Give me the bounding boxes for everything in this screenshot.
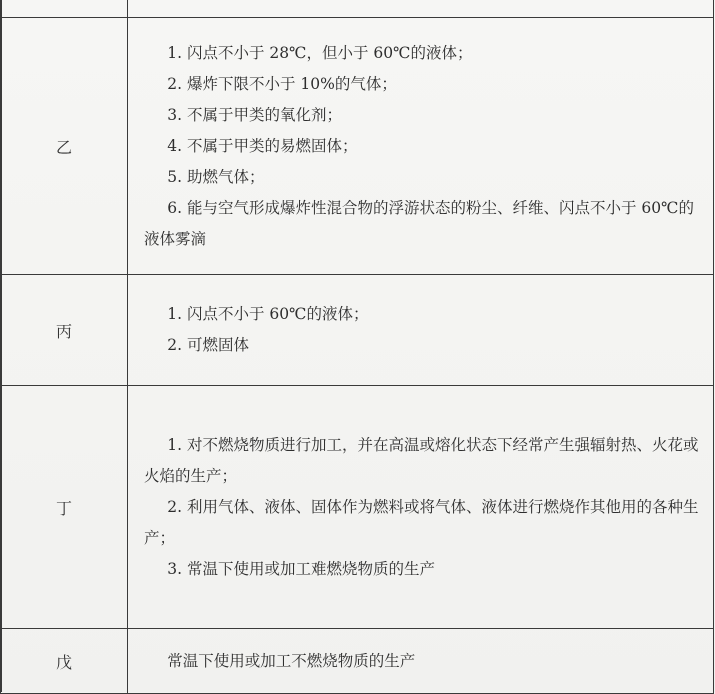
list-item: 2. 爆炸下限不小于 10%的气体； — [167, 74, 397, 93]
table-row — [1, 18, 714, 275]
table-left-border — [0, 0, 2, 692]
list-item: 2. 利用气体、液体、固体作为燃料或将气体、液体进行燃烧作其他用的各种生产； — [144, 497, 699, 547]
description-cell — [128, 275, 714, 386]
list-item: 常温下使用或加工不燃烧物质的生产 — [167, 651, 416, 670]
description-cell — [128, 386, 714, 629]
category-cell: 戊 — [1, 629, 128, 694]
table-row-top-edge — [1, 0, 714, 18]
table-row — [1, 629, 714, 694]
list-item: 1. 闪点不小于 60℃的液体； — [167, 305, 369, 323]
description-cell-empty — [128, 0, 714, 18]
category-cell: 丙 — [1, 275, 128, 386]
list-item: 6. 能与空气形成爆炸性混合物的浮游状态的粉尘、纤维、闪点不小于 60℃的液体雾滴 — [144, 198, 694, 248]
table-row — [1, 386, 714, 629]
list-item: 3. 常温下使用或加工难燃烧物质的生产 — [167, 559, 435, 578]
list-item: 1. 闪点不小于 28℃，但小于 60℃的液体； — [167, 43, 473, 62]
description-cell — [128, 629, 714, 694]
list-item: 2. 可燃固体 — [167, 336, 249, 354]
category-cell: 乙 — [1, 18, 128, 275]
description-cell — [128, 18, 714, 275]
list-item: 5. 助燃气体； — [167, 167, 265, 186]
category-cell: 丁 — [1, 386, 128, 629]
table-row — [1, 275, 714, 386]
list-item: 4. 不属于甲类的易燃固体； — [167, 136, 358, 155]
list-item: 1. 对不燃烧物质进行加工，并在高温或熔化状态下经常产生强辐射热、火花或火焰的生产； — [144, 435, 699, 485]
list-item: 3. 不属于甲类的氧化剂； — [167, 105, 342, 124]
category-cell-empty — [1, 0, 128, 18]
